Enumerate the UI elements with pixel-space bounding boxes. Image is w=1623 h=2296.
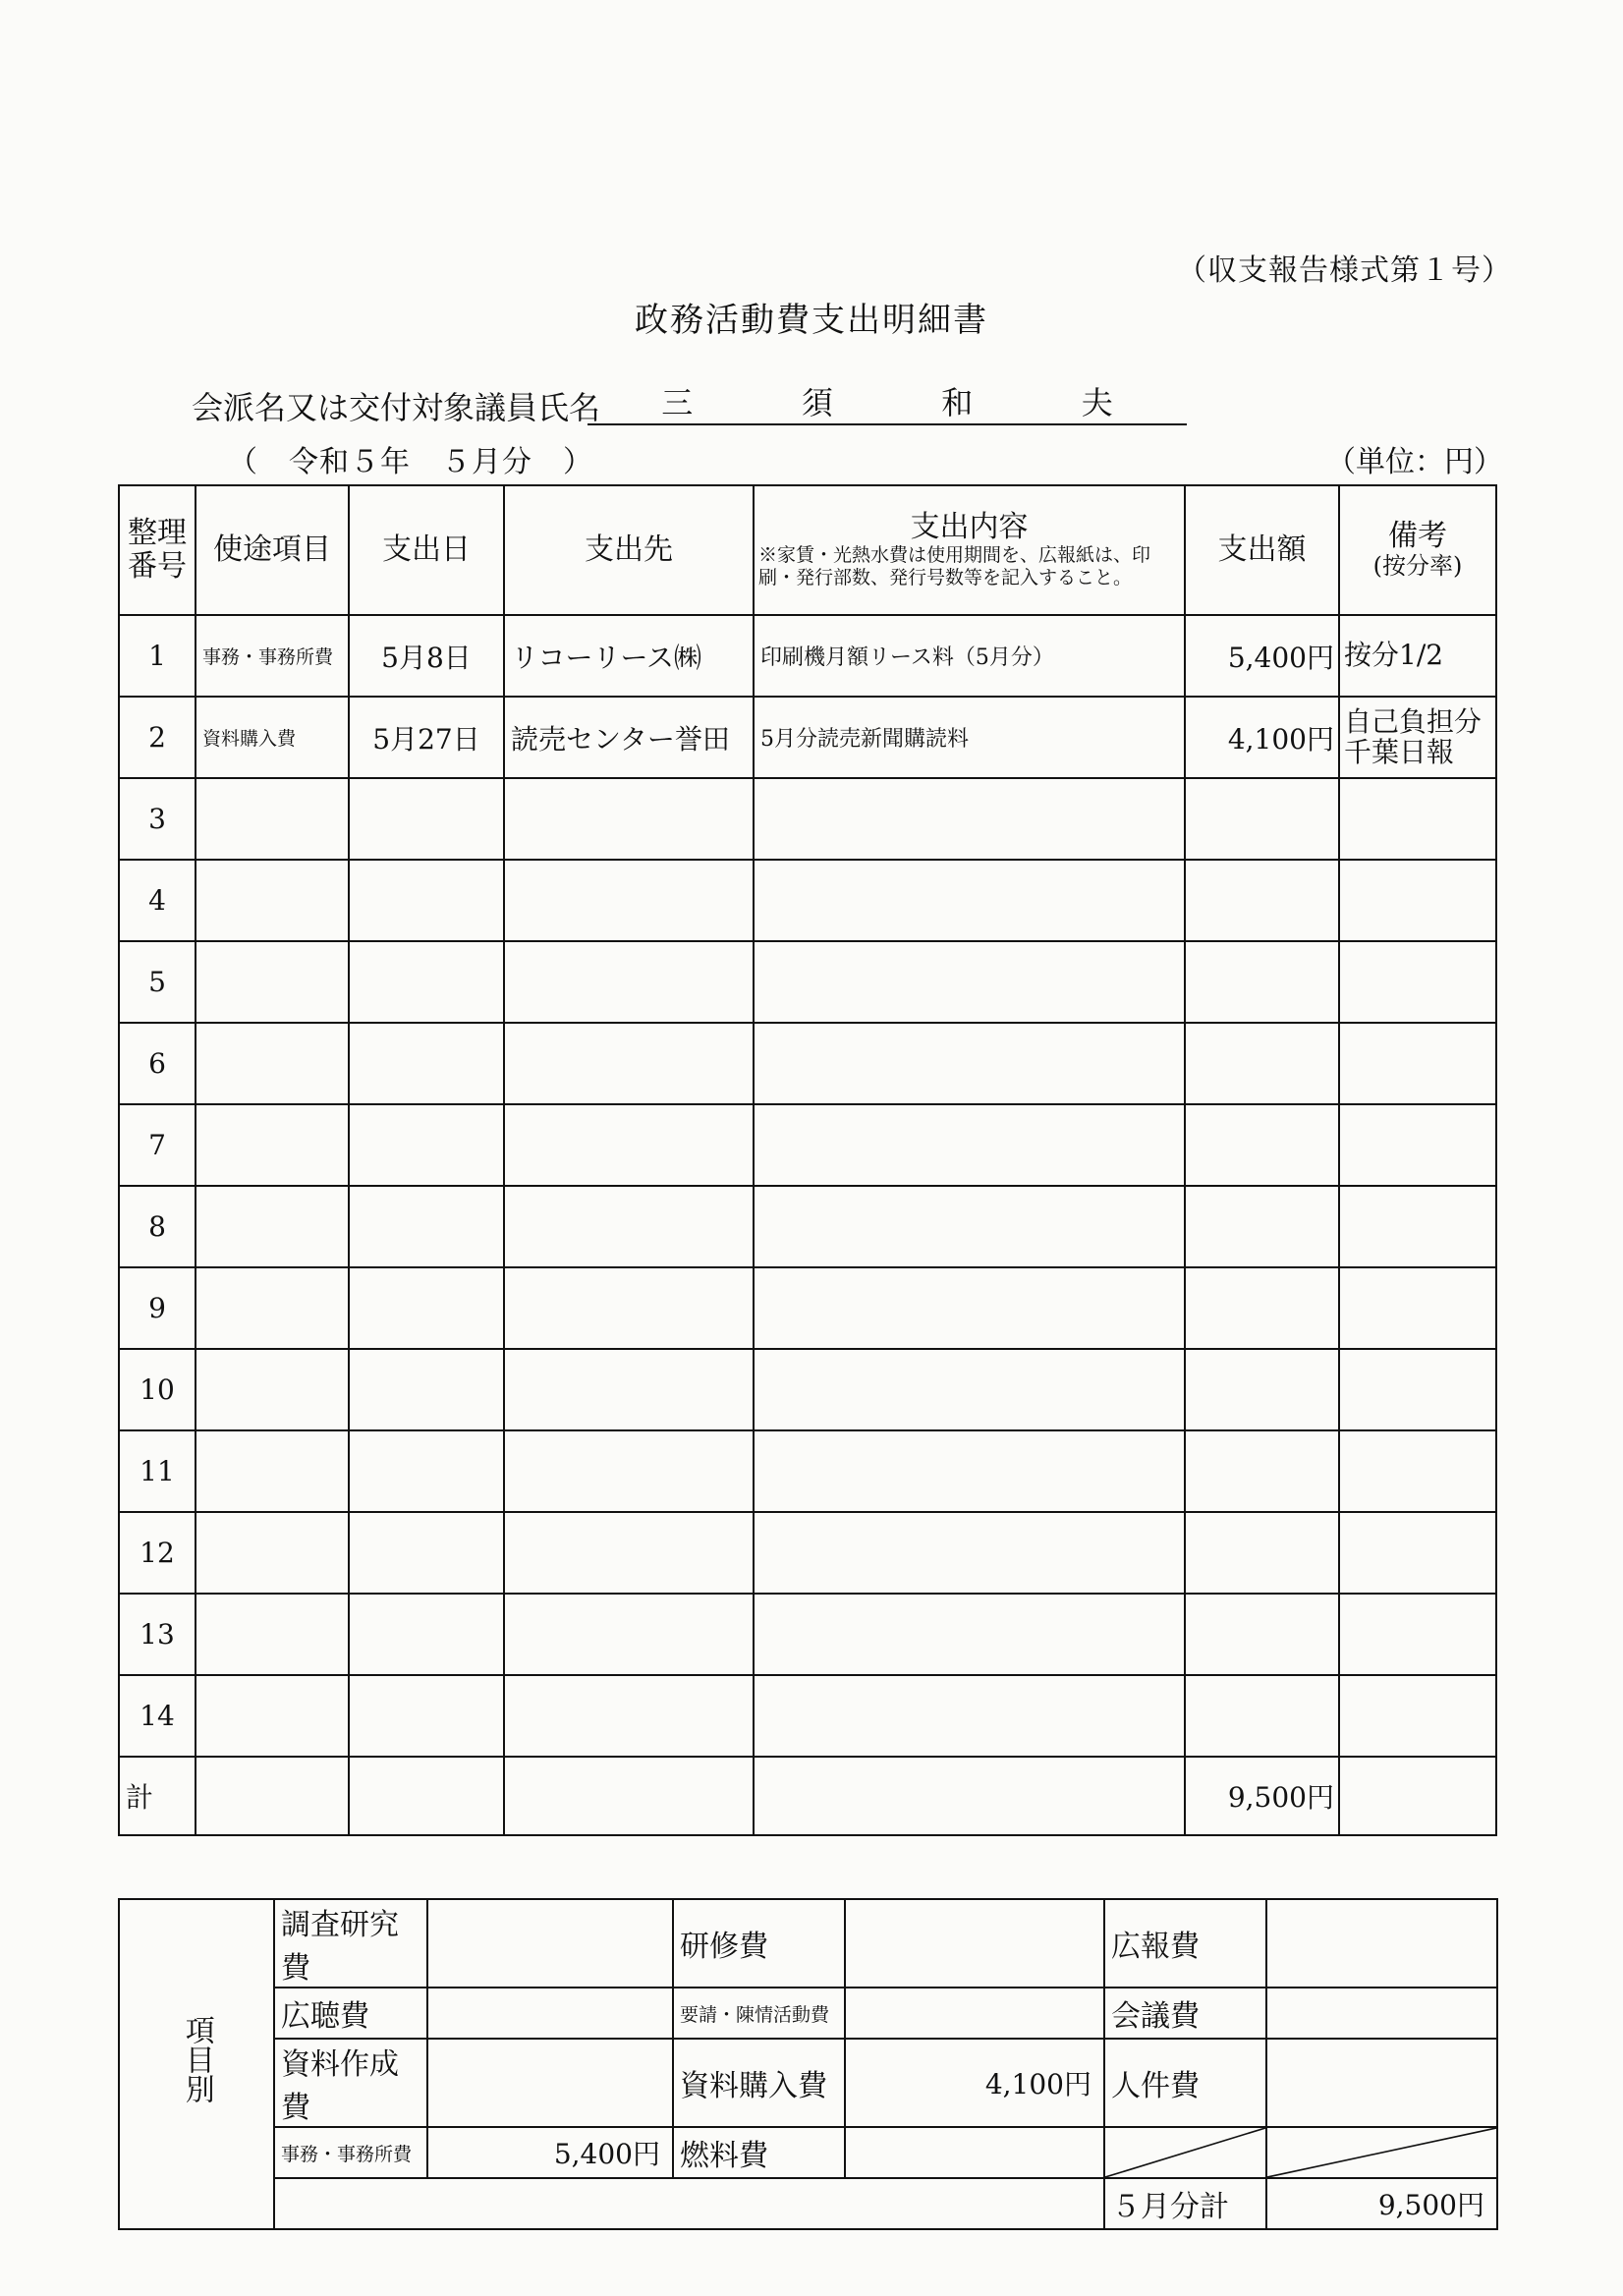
category-publicity-label: 広報費 <box>1104 1899 1266 1988</box>
row-purpose <box>196 1512 349 1594</box>
table-row <box>119 1430 1496 1512</box>
row-content <box>754 1512 1185 1594</box>
row-payee <box>504 1186 754 1267</box>
row-content: 5月分読売新聞購読料 <box>754 697 1185 778</box>
category-meeting-amount <box>1266 1988 1497 2039</box>
row-remarks <box>1339 1675 1496 1757</box>
total-blank <box>504 1757 754 1835</box>
row-amount <box>1185 1349 1339 1430</box>
report-period: （ 令和５年 ５月分 ） <box>228 445 593 479</box>
table-header-row <box>119 485 1496 615</box>
row-number: 14 <box>119 1675 196 1757</box>
table-row <box>119 1594 1496 1675</box>
row-purpose <box>196 1430 349 1512</box>
row-number: 5 <box>119 941 196 1023</box>
total-amount: 9,500円 <box>1185 1757 1339 1835</box>
row-number: 3 <box>119 778 196 860</box>
row-number: 4 <box>119 860 196 941</box>
category-personnel-amount <box>1266 2039 1497 2127</box>
category-side-label-text: 項目別 <box>179 2015 214 2104</box>
category-personnel-label: 人件費 <box>1104 2039 1266 2127</box>
header-amount: 支出額 <box>1185 485 1339 615</box>
row-remarks <box>1339 941 1496 1023</box>
row-payee <box>504 860 754 941</box>
row-amount <box>1185 1512 1339 1594</box>
category-fuel-amount <box>845 2127 1104 2178</box>
row-content <box>754 1023 1185 1104</box>
row-payee <box>504 1349 754 1430</box>
row-payee <box>504 1430 754 1512</box>
row-number: 12 <box>119 1512 196 1594</box>
header-date: 支出日 <box>349 485 504 615</box>
row-content <box>754 1104 1185 1186</box>
table-row <box>119 1186 1496 1267</box>
diagonal-cell <box>1266 2127 1497 2178</box>
row-remarks <box>1339 860 1496 941</box>
category-petition-amount <box>845 1988 1104 2039</box>
row-content <box>754 1675 1185 1757</box>
row-purpose <box>196 860 349 941</box>
total-row <box>119 1757 1496 1835</box>
row-remarks <box>1339 1267 1496 1349</box>
row-purpose <box>196 778 349 860</box>
row-content <box>754 1594 1185 1675</box>
recipient-name-char: 三 <box>661 384 694 421</box>
category-office-amount: 5,400円 <box>427 2127 673 2178</box>
total-blank <box>349 1757 504 1835</box>
category-training-label: 研修費 <box>673 1899 845 1988</box>
table-row <box>119 1104 1496 1186</box>
table-row <box>119 697 1496 778</box>
row-remarks <box>1339 1430 1496 1512</box>
header-number: 整理番号 <box>119 485 196 615</box>
category-material-purchase-label: 資料購入費 <box>673 2039 845 2127</box>
row-content <box>754 1349 1185 1430</box>
header-purpose: 使途項目 <box>196 485 349 615</box>
row-amount <box>1185 860 1339 941</box>
row-date <box>349 1512 504 1594</box>
row-remarks <box>1339 1104 1496 1186</box>
row-number: 8 <box>119 1186 196 1267</box>
row-amount <box>1185 1594 1339 1675</box>
row-date <box>349 1104 504 1186</box>
table-row <box>119 1349 1496 1430</box>
row-content <box>754 1267 1185 1349</box>
row-date <box>349 1186 504 1267</box>
row-date: 5月27日 <box>349 697 504 778</box>
row-purpose <box>196 1186 349 1267</box>
category-hearing-label: 広聴費 <box>274 1988 427 2039</box>
total-blank <box>196 1757 349 1835</box>
recipient-label: 会派名又は交付対象議員氏名 <box>192 389 601 426</box>
category-material-purchase-amount: 4,100円 <box>845 2039 1104 2127</box>
row-number: 9 <box>119 1267 196 1349</box>
total-blank <box>1339 1757 1496 1835</box>
row-remarks <box>1339 1512 1496 1594</box>
category-material-creation-label: 資料作成費 <box>274 2039 427 2127</box>
category-fuel-label: 燃料費 <box>673 2127 845 2178</box>
unit-label: （単位：円） <box>1326 445 1503 479</box>
header-content-title: 支出内容 <box>910 509 1029 544</box>
form-code: （収支報告様式第１号） <box>1177 253 1512 288</box>
row-date <box>349 1349 504 1430</box>
table-row <box>119 1023 1496 1104</box>
category-blank-row <box>274 2178 1104 2229</box>
row-payee <box>504 1594 754 1675</box>
recipient-name-char: 須 <box>801 384 833 421</box>
row-date <box>349 1023 504 1104</box>
recipient-name <box>588 378 1187 423</box>
category-research-amount <box>427 1899 673 1988</box>
category-side-label <box>119 1899 274 2229</box>
diagonal-line <box>1267 2128 1496 2177</box>
row-date <box>349 941 504 1023</box>
table-row <box>119 941 1496 1023</box>
row-date <box>349 1594 504 1675</box>
row-date <box>349 860 504 941</box>
row-number: 6 <box>119 1023 196 1104</box>
row-payee <box>504 1675 754 1757</box>
header-payee: 支出先 <box>504 485 754 615</box>
row-purpose <box>196 1349 349 1430</box>
row-amount <box>1185 778 1339 860</box>
row-payee <box>504 1023 754 1104</box>
row-remarks <box>1339 1349 1496 1430</box>
row-purpose <box>196 941 349 1023</box>
row-amount <box>1185 1430 1339 1512</box>
row-remarks <box>1339 1023 1496 1104</box>
row-amount <box>1185 1675 1339 1757</box>
row-payee <box>504 941 754 1023</box>
row-remarks: 自己負担分千葉日報 <box>1339 697 1496 778</box>
row-amount <box>1185 1104 1339 1186</box>
row-amount: 4,100円 <box>1185 697 1339 778</box>
row-purpose <box>196 1267 349 1349</box>
header-content-note: ※家賃・光熱水費は使用期間を、広報紙は、印刷・発行部数、発行号数等を記入すること。 <box>758 544 1151 589</box>
category-material-creation-amount <box>427 2039 673 2127</box>
row-number: 2 <box>119 697 196 778</box>
recipient-name-char: 和 <box>941 384 974 421</box>
row-number: 13 <box>119 1594 196 1675</box>
row-payee: リコーリース㈱ <box>504 615 754 697</box>
header-content <box>754 485 1185 615</box>
category-office-label: 事務・事務所費 <box>274 2127 427 2178</box>
row-content <box>754 860 1185 941</box>
recipient-name-char: 夫 <box>1081 384 1113 421</box>
row-payee <box>504 778 754 860</box>
row-purpose <box>196 1104 349 1186</box>
row-payee: 読売センター誉田 <box>504 697 754 778</box>
row-date <box>349 1267 504 1349</box>
category-meeting-label: 会議費 <box>1104 1988 1266 2039</box>
row-remarks <box>1339 778 1496 860</box>
total-label: 計 <box>119 1757 196 1835</box>
category-research-label: 調査研究費 <box>274 1899 427 1988</box>
table-row <box>119 778 1496 860</box>
row-date: 5月8日 <box>349 615 504 697</box>
row-amount <box>1185 941 1339 1023</box>
category-hearing-amount <box>427 1988 673 2039</box>
row-content <box>754 1186 1185 1267</box>
category-summary-table <box>118 1898 1498 2230</box>
row-content <box>754 1430 1185 1512</box>
expense-table <box>118 484 1497 1836</box>
month-total-amount: 9,500円 <box>1266 2178 1497 2229</box>
row-number: 7 <box>119 1104 196 1186</box>
row-number: 1 <box>119 615 196 697</box>
header-remarks-title: 備考 <box>1388 518 1447 553</box>
category-publicity-amount <box>1266 1899 1497 1988</box>
row-purpose <box>196 1594 349 1675</box>
row-number: 11 <box>119 1430 196 1512</box>
row-amount: 5,400円 <box>1185 615 1339 697</box>
header-remarks-sub: (按分率) <box>1372 552 1463 581</box>
row-purpose <box>196 1023 349 1104</box>
recipient-name-field <box>588 378 1187 425</box>
document-title: 政務活動費支出明細書 <box>635 301 988 340</box>
row-remarks <box>1339 1186 1496 1267</box>
row-purpose: 資料購入費 <box>196 697 349 778</box>
row-payee <box>504 1512 754 1594</box>
diagonal-cell <box>1104 2127 1266 2178</box>
row-number: 10 <box>119 1349 196 1430</box>
row-content <box>754 941 1185 1023</box>
row-date <box>349 778 504 860</box>
row-purpose: 事務・事務所費 <box>196 615 349 697</box>
row-payee <box>504 1267 754 1349</box>
header-remarks <box>1339 485 1496 615</box>
total-blank <box>754 1757 1185 1835</box>
table-row <box>119 1512 1496 1594</box>
row-date <box>349 1430 504 1512</box>
row-remarks: 按分1/2 <box>1339 615 1496 697</box>
row-amount <box>1185 1186 1339 1267</box>
row-date <box>349 1675 504 1757</box>
row-content <box>754 778 1185 860</box>
category-petition-label: 要請・陳情活動費 <box>673 1988 845 2039</box>
row-amount <box>1185 1023 1339 1104</box>
table-row <box>119 1675 1496 1757</box>
table-row <box>119 1267 1496 1349</box>
table-row <box>119 860 1496 941</box>
row-content: 印刷機月額リース料（5月分） <box>754 615 1185 697</box>
row-purpose <box>196 1675 349 1757</box>
category-training-amount <box>845 1899 1104 1988</box>
row-payee <box>504 1104 754 1186</box>
month-total-label: ５月分計 <box>1104 2178 1266 2229</box>
diagonal-line <box>1105 2128 1265 2177</box>
row-remarks <box>1339 1594 1496 1675</box>
table-row <box>119 615 1496 697</box>
row-amount <box>1185 1267 1339 1349</box>
